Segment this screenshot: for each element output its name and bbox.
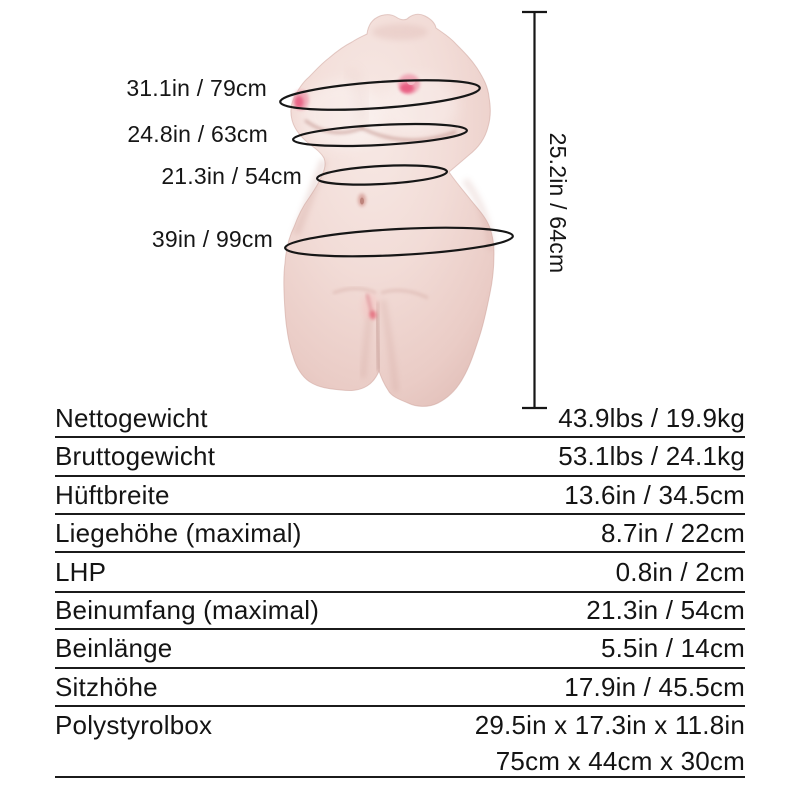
spec-label: Beinlänge — [55, 633, 173, 663]
spec-value — [475, 707, 745, 779]
spec-value: 53.1lbs / 24.1kg — [558, 441, 745, 471]
table-row — [55, 438, 745, 477]
height-measurement-label: 25.2in / 64cm — [545, 132, 571, 274]
spec-value: 21.3in / 54cm — [586, 595, 745, 625]
spec-value: 43.9lbs / 19.9kg — [558, 402, 745, 433]
bust-measurement-label: 31.1in / 79cm — [126, 75, 267, 101]
spec-value: 5.5in / 14cm — [600, 633, 745, 663]
table-row — [55, 707, 745, 778]
waist-measurement-label: 21.3in / 54cm — [161, 163, 302, 189]
spec-label: Beinumfang (maximal) — [55, 595, 320, 625]
underbust-measurement-label: 24.8in / 63cm — [127, 121, 268, 147]
spec-value-line-inches: 29.5in x 17.3in x 11.8in — [474, 710, 745, 740]
table-row — [55, 400, 745, 438]
spec-label: Sitzhöhe — [55, 671, 158, 702]
table-row — [55, 630, 745, 669]
table-row — [55, 669, 745, 707]
spec-value: 17.9in / 45.5cm — [564, 671, 745, 702]
spec-label: Bruttogewicht — [55, 441, 216, 471]
table-row — [55, 477, 745, 515]
table-row — [55, 593, 745, 630]
spec-label: LHP — [55, 556, 107, 587]
spec-label: Liegehöhe (maximal) — [55, 517, 302, 548]
spec-value-line-cm: 75cm x 44cm x 30cm — [495, 746, 745, 776]
spec-label: Hüftbreite — [55, 479, 170, 510]
spec-value: 8.7in / 22cm — [600, 517, 745, 548]
spec-value: 0.8in / 2cm — [615, 556, 745, 587]
spec-value: 13.6in / 34.5cm — [564, 479, 745, 510]
hip-measurement-label: 39in / 99cm — [151, 226, 273, 252]
table-row — [55, 515, 745, 553]
spec-label: Nettogewicht — [55, 402, 208, 433]
spec-label: Polystyrolbox — [55, 710, 213, 740]
table-row — [55, 553, 745, 593]
